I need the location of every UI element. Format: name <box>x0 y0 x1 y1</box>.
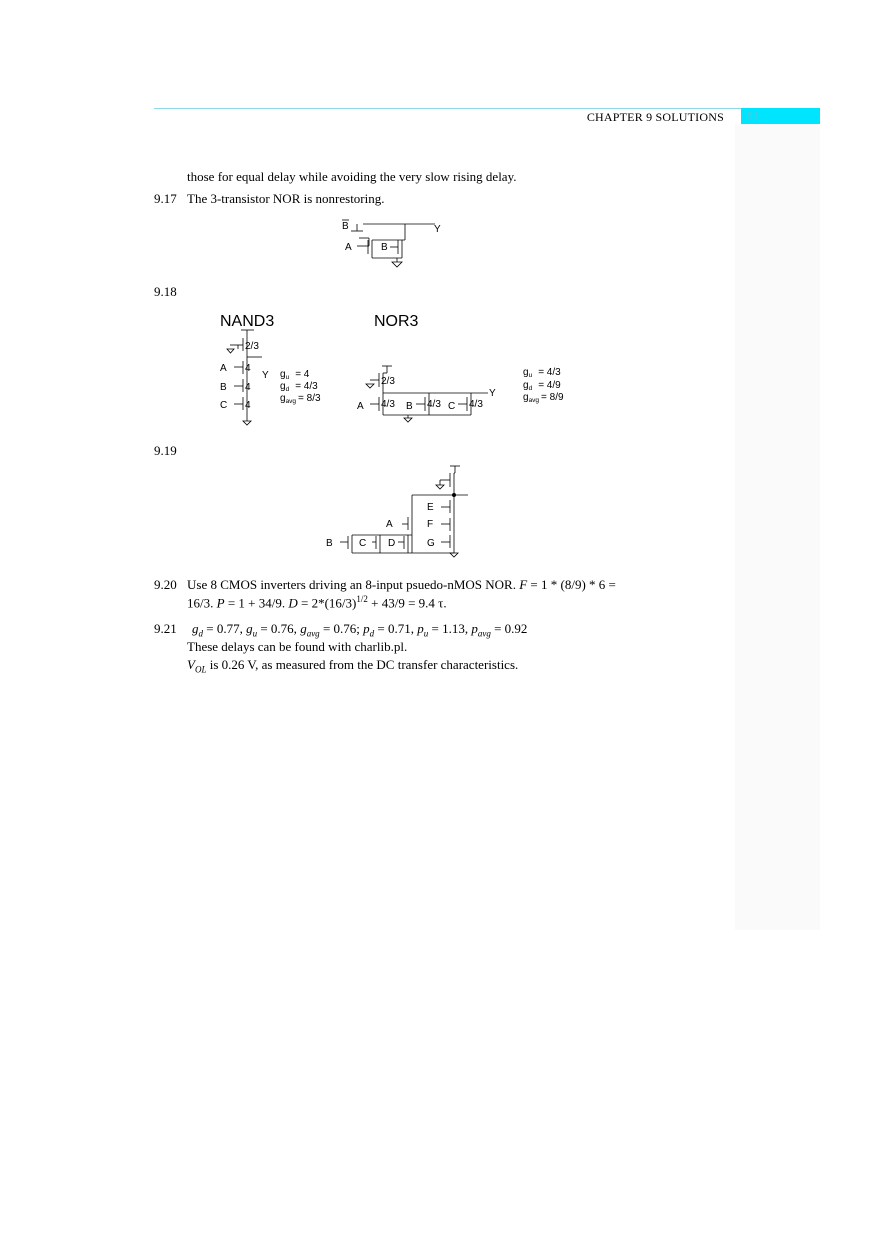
nor3-input-a: A <box>357 401 364 412</box>
nor3-nmos-size-a: 4/3 <box>381 399 395 410</box>
fig919-d: D <box>388 538 396 549</box>
nand3-input-a: A <box>220 363 227 374</box>
running-header: CHAPTER 9 SOLUTIONS <box>586 110 724 124</box>
solution-number-9-21: 9.21 <box>154 621 177 636</box>
svg-text:gu= 4/3: $g_u = 4/3$ <box>523 367 561 379</box>
header-rule <box>154 108 820 109</box>
svg-text:gd= 4/3: $g_d = 4/3$ <box>280 381 318 393</box>
nor3-nmos-size-b: 4/3 <box>427 399 441 410</box>
fig919-e: E <box>427 502 434 513</box>
page-number: 83 <box>741 108 820 124</box>
pseudo-nmos-schematic <box>320 462 480 567</box>
solution-9-20-line1: Use 8 CMOS inverters driving an 8-input psuedo-nMOS NOR. F = 1 * (8/9) * 6 = <box>187 577 616 592</box>
nor3-output-y: Y <box>489 388 496 399</box>
nand3-logical-effort <box>280 369 321 405</box>
solution-number-9-19: 9.19 <box>154 443 177 458</box>
nor3-title: NOR3 <box>374 313 419 330</box>
nand3-nmos-size-c: 4 <box>245 400 251 411</box>
nand3-nmos-size-a: 4 <box>245 363 251 374</box>
svg-text:gavg= 8/9: $g_{avg} = 8/9$ <box>523 392 564 404</box>
fig919-c: C <box>359 538 367 549</box>
fig919-a: A <box>386 519 393 530</box>
nor3-pmos-size: 2/3 <box>381 376 395 387</box>
fig919-b: B <box>326 538 333 549</box>
ground-symbol <box>392 262 402 267</box>
solution-9-21-line3: $V_{OL}$ is 0.26 V, as measured from the DC transfer characteristics. <box>187 657 519 675</box>
continuation-line: those for equal delay while avoiding the very slow rising delay. <box>187 169 517 184</box>
fig919-g: G <box>427 538 435 549</box>
fig917-b-bar: B <box>342 221 349 232</box>
nor3-nmos-size-c: 4/3 <box>469 399 483 410</box>
solution-number-9-20: 9.20 <box>154 577 177 592</box>
fig917-a: A <box>345 242 352 253</box>
nonrestoring-nor-schematic <box>335 218 445 270</box>
solution-9-21-line1: $g_d = 0.77$, $g_u = 0.76$, $g_{avg} = 0.76$; $p_d = 0.71$, $p_u = 1.13$, $p_{avg} = 0.92$ <box>192 621 528 639</box>
nand3-input-c: C <box>220 400 228 411</box>
solution-number-9-18: 9.18 <box>154 284 177 299</box>
fig919-f: F <box>427 519 434 530</box>
page-side-strip <box>735 124 820 930</box>
svg-text:gd= 4/9: $g_d = 4/9$ <box>523 380 561 392</box>
nand3-title: NAND3 <box>220 313 275 330</box>
nand3-nmos-size-b: 4 <box>245 382 251 393</box>
fig917-b: B <box>381 242 388 253</box>
svg-text:gavg= 8/3: $g_{avg} = 8/3$ <box>280 393 321 405</box>
fig917-y: Y <box>434 224 441 235</box>
solution-9-20-line2: 16/3. P = 1 + 34/9. $D = 2*(16/3)^{1/2} + 43/9 = 9.4$ τ. <box>187 594 447 611</box>
solution-text-9-17: The 3-transistor NOR is nonrestoring. <box>187 191 385 206</box>
nand3-output-y: Y <box>262 370 269 381</box>
nand3-pmos-size: 2/3 <box>245 341 259 352</box>
nor3-input-b: B <box>406 401 413 412</box>
nor3-circuit <box>366 366 488 422</box>
solution-9-21-line2: These delays can be found with charlib.pl. <box>187 639 408 654</box>
nor3-logical-effort <box>523 367 564 404</box>
solution-number-9-17: 9.17 <box>154 191 177 206</box>
nor3-input-c: C <box>448 401 456 412</box>
nand3-nor3-schematic <box>210 305 590 430</box>
nand3-input-b: B <box>220 382 227 393</box>
svg-text:gu= 4: $g_u = 4$ <box>280 369 310 381</box>
